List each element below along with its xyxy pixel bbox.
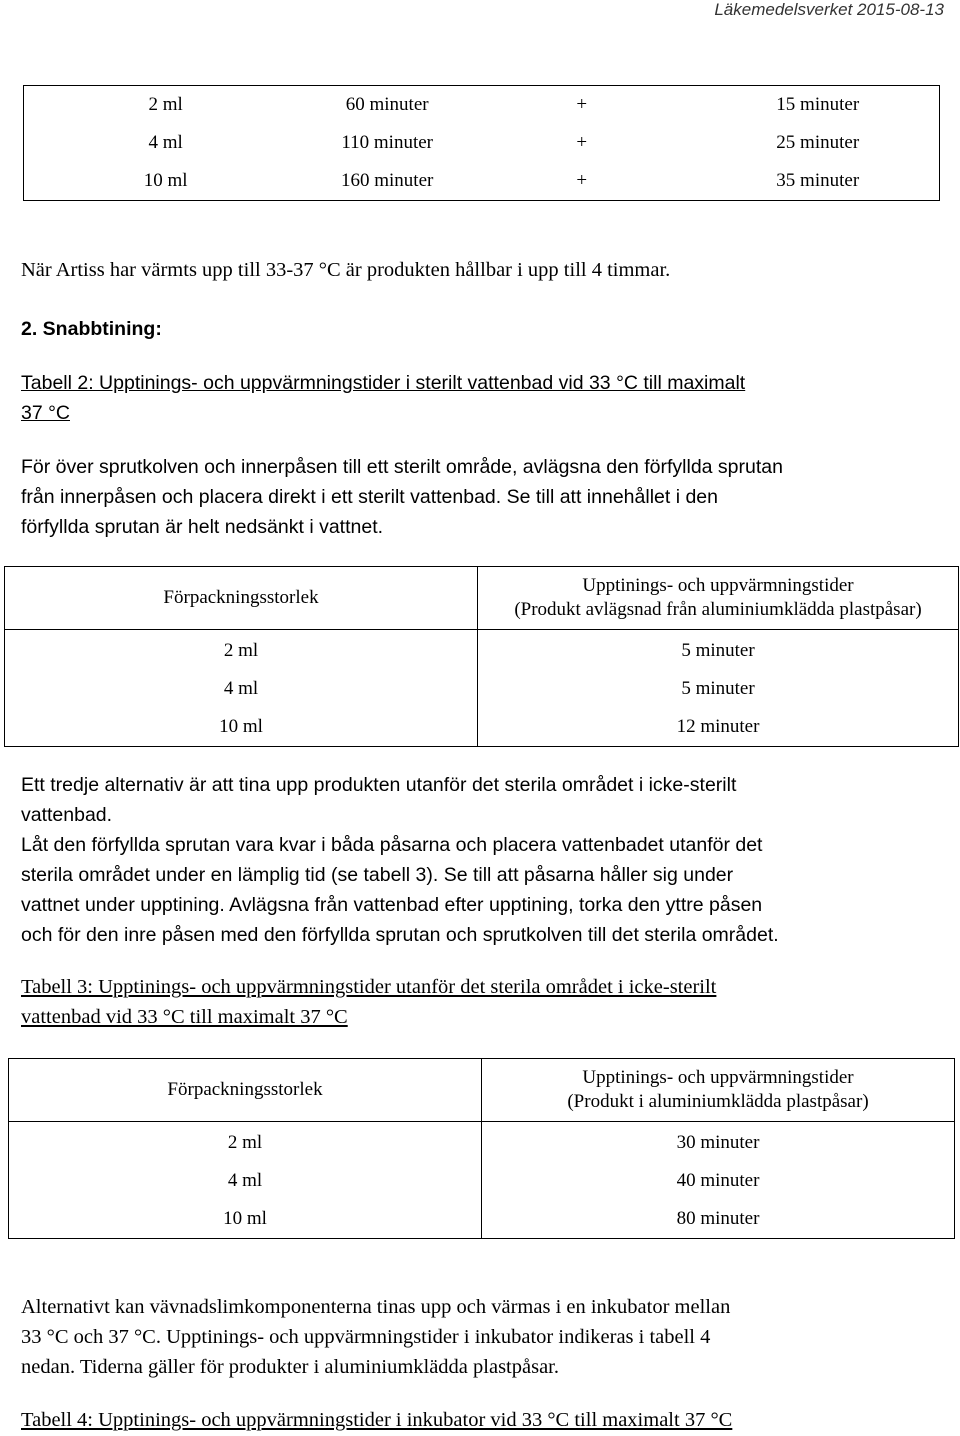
table-cell: 4 ml xyxy=(24,124,308,162)
section-2-heading: 2. Snabbtining: xyxy=(21,318,162,340)
text-line: Ett tredje alternativ är att tina upp produkten utanför det sterila området i icke-sterilt xyxy=(21,774,737,796)
header-line: Upptinings- och uppvärmningstider xyxy=(582,1067,854,1088)
thawing-table-3 xyxy=(8,1058,955,1239)
caption-line: Tabell 2: Upptinings- och uppvärmningstider i sterilt vattenbad vid 33 °C till maximalt xyxy=(21,372,746,394)
table-row xyxy=(5,630,959,671)
table-header-cell xyxy=(478,567,959,630)
text-line: och för den inre påsen med den förfyllda sprutan och sprutkolven till det sterila området. xyxy=(21,924,779,946)
text-line: Låt den förfyllda sprutan vara kvar i båda påsarna och placera vattenbadet utanför det xyxy=(21,834,763,856)
table-cell: 80 minuter xyxy=(482,1200,955,1239)
table-header-row xyxy=(9,1059,955,1122)
caption-line xyxy=(21,1002,941,1032)
table-cell: 2 ml xyxy=(24,86,308,125)
table-row xyxy=(9,1200,955,1239)
text-line: För över sprutkolven och innerpåsen till ett sterilt område, avlägsna den förfyllda sprutan xyxy=(21,456,783,478)
table-row xyxy=(24,124,940,162)
table-row xyxy=(24,162,940,201)
sterile-transfer-paragraph xyxy=(21,452,941,542)
table-cell: 15 minuter xyxy=(696,86,939,125)
table-cell: 30 minuter xyxy=(482,1122,955,1163)
table-cell: 35 minuter xyxy=(696,162,939,201)
warm-storage-paragraph: När Artiss har värmts upp till 33-37 °C är produkten hållbar i upp till 4 timmar. xyxy=(21,259,671,281)
text-line: förfyllda sprutan är helt nedsänkt i vattnet. xyxy=(21,516,384,538)
text-line: nedan. Tiderna gäller för produkter i aluminiumklädda plastpåsar. xyxy=(21,1356,559,1378)
caption-line: 37 °C xyxy=(21,402,70,424)
text-line: vattenbad. xyxy=(21,804,113,826)
table-cell: 2 ml xyxy=(9,1122,482,1163)
text-line: från innerpåsen och placera direkt i ett sterilt vattenbad. Se till att innehållet i den xyxy=(21,486,718,508)
text-line: sterila området under en lämplig tid (se tabell 3). Se till att påsarna håller sig under xyxy=(21,864,734,886)
table-cell: 10 ml xyxy=(5,708,478,747)
text-line: 33 °C och 37 °C. Upptinings- och uppvärmningstider i inkubator indikeras i tabell 4 xyxy=(21,1326,711,1348)
table-cell: + xyxy=(576,132,588,153)
table-cell: 5 minuter xyxy=(478,630,959,671)
header-line: Upptinings- och uppvärmningstider xyxy=(582,575,854,596)
table-2-caption xyxy=(21,368,941,428)
table-cell: 60 minuter xyxy=(307,86,467,125)
table-row xyxy=(9,1162,955,1200)
table-row xyxy=(5,670,959,708)
table-header-row xyxy=(5,567,959,630)
table-cell: 12 minuter xyxy=(478,708,959,747)
text-line: Alternativt kan vävnadslimkomponenterna tinas upp och värmas i en inkubator mellan xyxy=(21,1296,731,1318)
table-cell: 4 ml xyxy=(5,670,478,708)
table-cell: 2 ml xyxy=(5,630,478,671)
header-line: (Produkt avlägsnad från aluminiumklädda plastpåsar) xyxy=(514,599,922,620)
table-row xyxy=(5,708,959,747)
table-4-caption xyxy=(21,1405,941,1435)
caption-line: Tabell 3: Upptinings- och uppvärmningstider utanför det sterila området i icke-sterilt xyxy=(21,976,717,998)
text-line: vattnet under upptining. Avlägsna från vattenbad efter upptining, torka den yttre påsen xyxy=(21,894,763,916)
table-cell: + xyxy=(467,162,696,201)
table-3-caption xyxy=(21,972,941,1032)
table-cell: 110 minuter xyxy=(341,132,433,153)
document-header: Läkemedelsverket 2015-08-13 xyxy=(714,0,944,19)
thawing-table-2 xyxy=(4,566,959,747)
table-cell: 4 ml xyxy=(9,1162,482,1200)
incubator-paragraph xyxy=(21,1292,941,1382)
table-header-cell xyxy=(482,1059,955,1122)
table-header-cell: Förpackningsstorlek xyxy=(5,567,478,630)
thawing-table-1 xyxy=(23,85,940,201)
caption-text: vattenbad vid 33 °C till maximalt 37 °C xyxy=(21,1006,348,1028)
table-cell: 160 minuter xyxy=(307,162,467,201)
table-row xyxy=(24,86,940,125)
table-cell: 5 minuter xyxy=(478,670,959,708)
table-header-cell: Förpackningsstorlek xyxy=(9,1059,482,1122)
table-cell: 10 ml xyxy=(9,1200,482,1239)
table-cell: 40 minuter xyxy=(482,1162,955,1200)
table-cell: 10 ml xyxy=(24,162,308,201)
table-row xyxy=(9,1122,955,1163)
caption-line: Tabell 4: Upptinings- och uppvärmningstider i inkubator vid 33 °C till maximalt 37 °C xyxy=(21,1409,733,1431)
header-line: (Produkt i aluminiumklädda plastpåsar) xyxy=(567,1091,869,1112)
third-alternative-paragraph xyxy=(21,770,941,950)
table-cell: + xyxy=(467,86,696,125)
table-cell: 25 minuter xyxy=(696,124,939,162)
